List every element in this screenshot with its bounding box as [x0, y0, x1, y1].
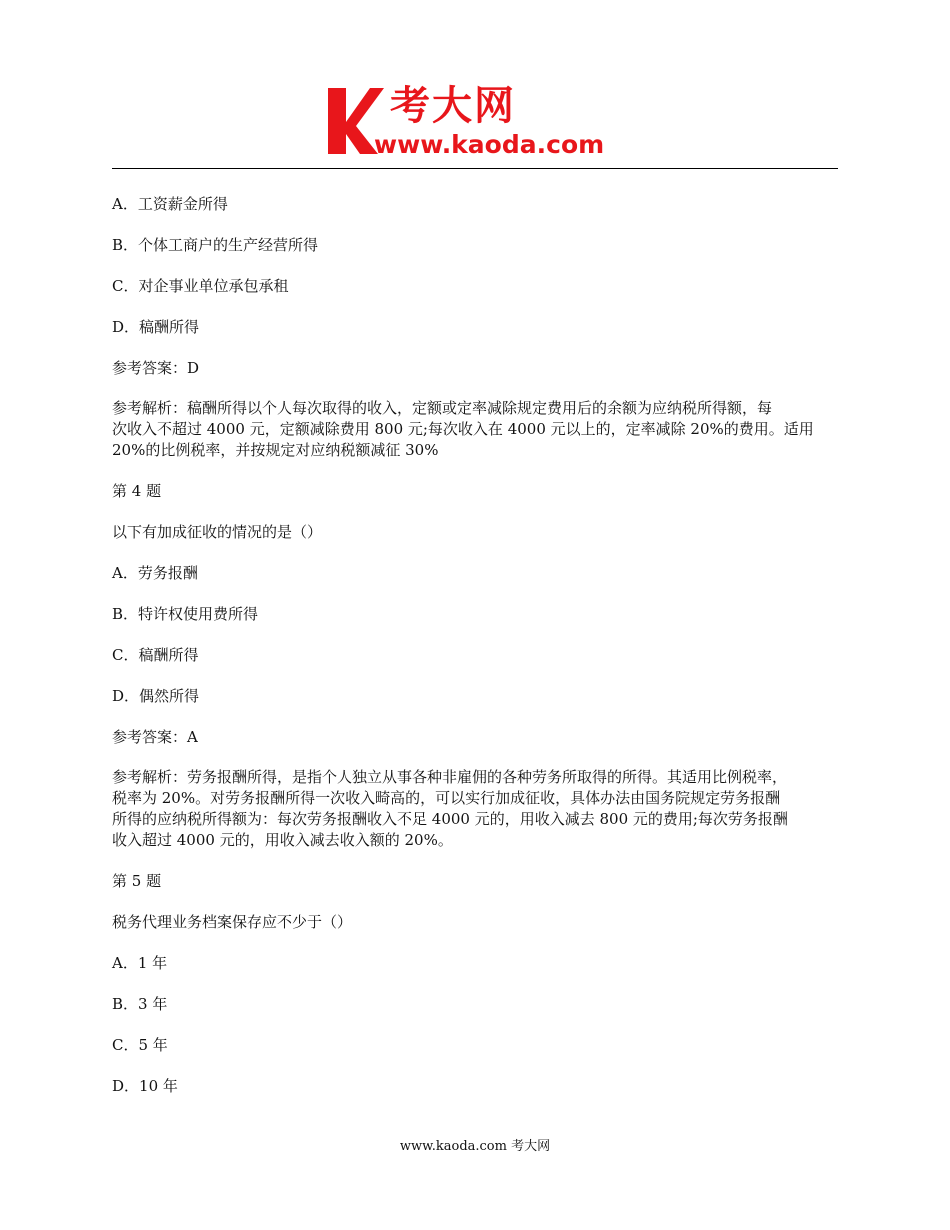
option-d: D．偶然所得 — [112, 687, 200, 705]
option-c: C．5 年 — [112, 1036, 168, 1054]
question-text: 以下有加成征收的情况的是（） — [112, 523, 323, 541]
question-3-block — [112, 193, 838, 461]
reference-answer: 参考答案：A — [112, 728, 198, 746]
option-a: A．1 年 — [112, 954, 168, 972]
question-5-block — [112, 870, 838, 1097]
analysis-line: 20%的比例税率，并按规定对应纳税额减征 30% — [112, 441, 439, 459]
option-c: C．稿酬所得 — [112, 646, 199, 664]
reference-analysis — [112, 767, 838, 851]
option-a: A．工资薪金所得 — [112, 195, 228, 213]
page-footer: www.kaoda.com 考大网 — [399, 1139, 551, 1154]
analysis-line: 次收入不超过 4000 元，定额减除费用 800 元;每次收入在 4000 元以上的，定率减除 20%的费用。适用 — [112, 420, 814, 438]
analysis-line: 所得的应纳税所得额为：每次劳务报酬收入不足 4000 元的，用收入减去 800 元的费用;每次劳务报酬 — [112, 810, 788, 828]
option-c: C．对企事业单位承包承租 — [112, 277, 289, 295]
question-text: 税务代理业务档案保存应不少于（） — [112, 913, 353, 931]
kaoda-logo — [322, 82, 642, 162]
question-4-block — [112, 480, 838, 851]
header-divider — [112, 168, 838, 169]
analysis-line: 参考解析：稿酬所得以个人每次取得的收入，定额或定率减除规定费用后的余额为应纳税所得额，每 — [112, 399, 773, 417]
question-title: 第 4 题 — [112, 482, 162, 500]
option-b: B．个体工商户的生产经营所得 — [112, 236, 319, 254]
analysis-line: 收入超过 4000 元的，用收入减去收入额的 20%。 — [112, 831, 453, 849]
option-a: A．劳务报酬 — [112, 564, 198, 582]
option-b: B．3 年 — [112, 995, 168, 1013]
analysis-line: 参考解析：劳务报酬所得，是指个人独立从事各种非雇佣的各种劳务所取得的所得。其适用比例税率， — [112, 768, 788, 786]
reference-analysis — [112, 398, 838, 461]
option-b: B．特许权使用费所得 — [112, 605, 259, 623]
option-d: D．稿酬所得 — [112, 318, 200, 336]
analysis-line: 税率为 20%。对劳务报酬所得一次收入畸高的，可以实行加成征收，具体办法由国务院规定劳务报酬 — [112, 789, 781, 807]
logo-url: www.kaoda.com — [374, 130, 605, 159]
option-d: D．10 年 — [112, 1077, 178, 1095]
logo-chinese-name: 考大网 — [390, 83, 516, 129]
reference-answer: 参考答案：D — [112, 359, 200, 377]
document-body — [112, 193, 838, 1116]
question-title: 第 5 题 — [112, 872, 162, 890]
